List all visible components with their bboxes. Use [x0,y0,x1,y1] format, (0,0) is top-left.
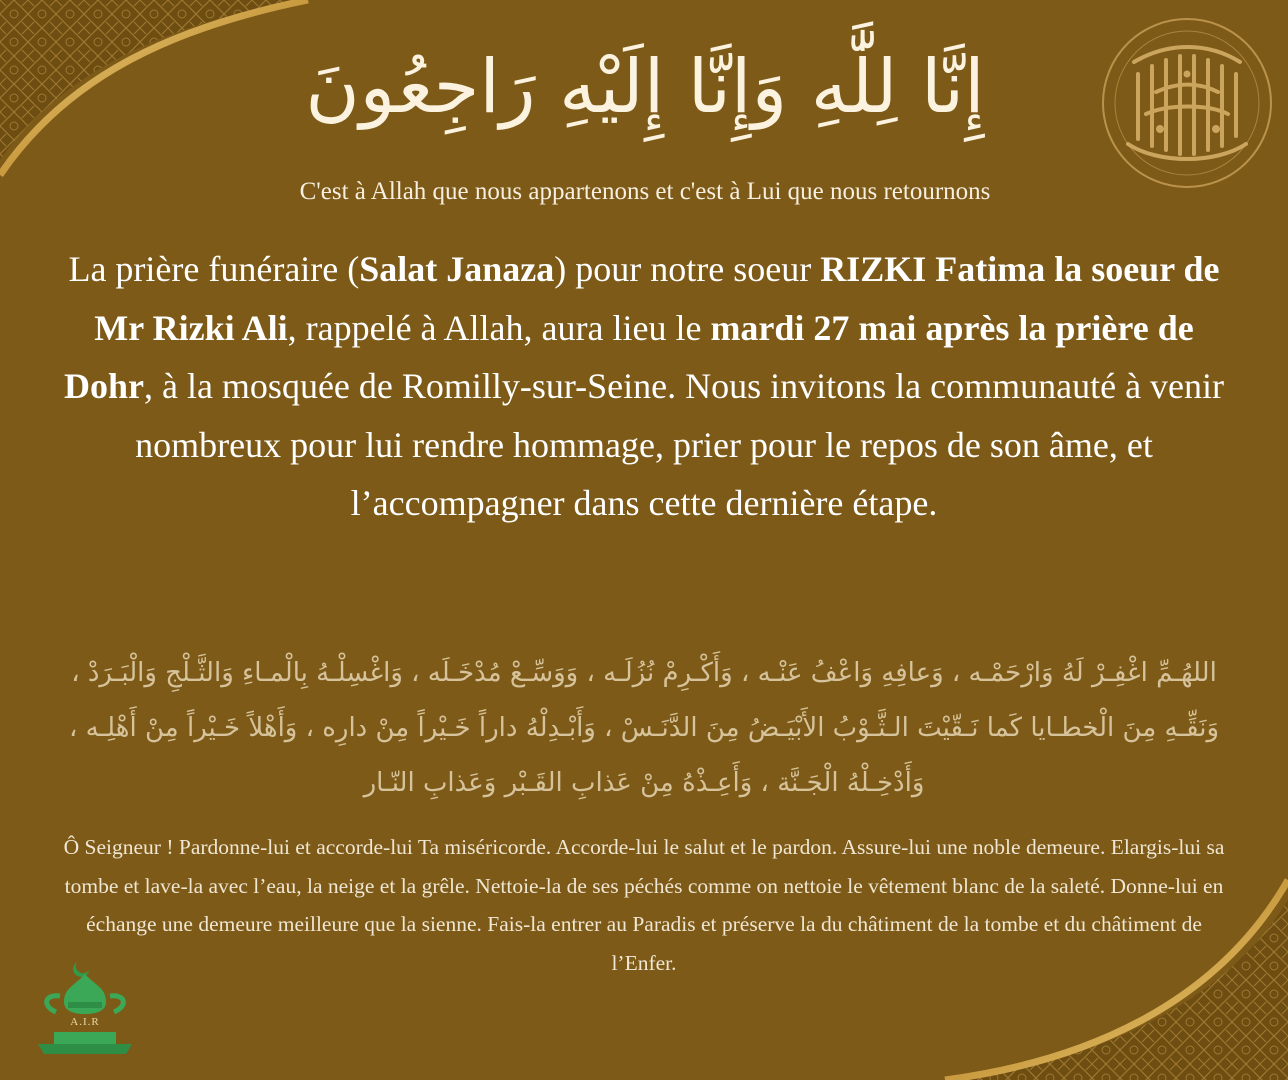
prayer-date-time: mardi 27 mai après la prière de Dohr [63,307,1194,406]
dua-arabic: اللهُـمِّ اغْفِـرْ لَهُ وَارْحَمْـه ، وَعافِهِ وَاعْفُ عَنْـه ، وَأَكْـرِمْ نُزُلَـه ، وَوَسِّـعْ مُدْخَـلَه ، وَاغْسِلْـهُ بِالْمـاءِ وَالثَّـلْجِ وَالْبَـرَدْ ، وَنَقِّـهِ مِنَ الْخطـايا كَما نَـقّيْتَ الـثَّـوْبُ الأَبْيَـضُ مِنَ الدَّنَـسْ ، وَأَبْـدِلْهُ داراً خَـيْراً مِنْ دارِه ، وَأَهْلاً خَـيْراً مِنْ أَهْلِـه ، وَأَدْخِـلْهُ الْجَـنَّة ، وَأَعِـذْهُ مِنْ عَذابِ القَـبْر وَعَذابِ النّـار [68,658,1220,798]
funeral-announcement [52,240,1236,533]
deceased-name: RIZKI Fatima la soeur de Mr Rizki Ali [94,249,1220,348]
announcement-text-4: , à la mosquée de Romilly-sur-Seine. Nous invitons la communauté à venir nombreux pour lui rendre hommage, prier pour le repos de son âme, et l’accompagner dans cette dernière étape. [135,366,1225,523]
announcement-text-1: La prière funéraire ( [68,249,360,289]
mosque-logo-icon [34,956,136,1068]
mosque-logo [34,956,136,1068]
announcement-text-3: , rappelé à Allah, aura lieu le [287,307,711,348]
page-title: إِنَّا لِلَّٰهِ وَإِنَّا إِلَيْهِ رَاجِعُونَ [305,44,985,130]
title-translation: C'est à Allah que nous appartenons et c'est à Lui que nous retournons [299,178,991,205]
logo-label: A.I.R [70,1016,100,1028]
dua-translation: Ô Seigneur ! Pardonne-lui et accorde-lui Ta miséricorde. Accorde-lui le salut et le pardon. Assure-lui une noble demeure. Elargis-lui sa tombe et lave-la avec l’eau, la neige et la grêle. Nettoie-la de ses péchés comme on nettoie le vêtement blanc de la saleté. Donne-lui en échange une demeure meilleure que la sienne. Fais-la entrer au Paradis et préserve la du châtiment de la tombe et du châtiment de l’Enfer. [63,835,1225,975]
shahada-calligraphy-seal-icon [1098,14,1276,192]
announcement-text-2: ) pour notre soeur [554,249,821,289]
prayer-name: Salat Janaza [359,249,555,289]
